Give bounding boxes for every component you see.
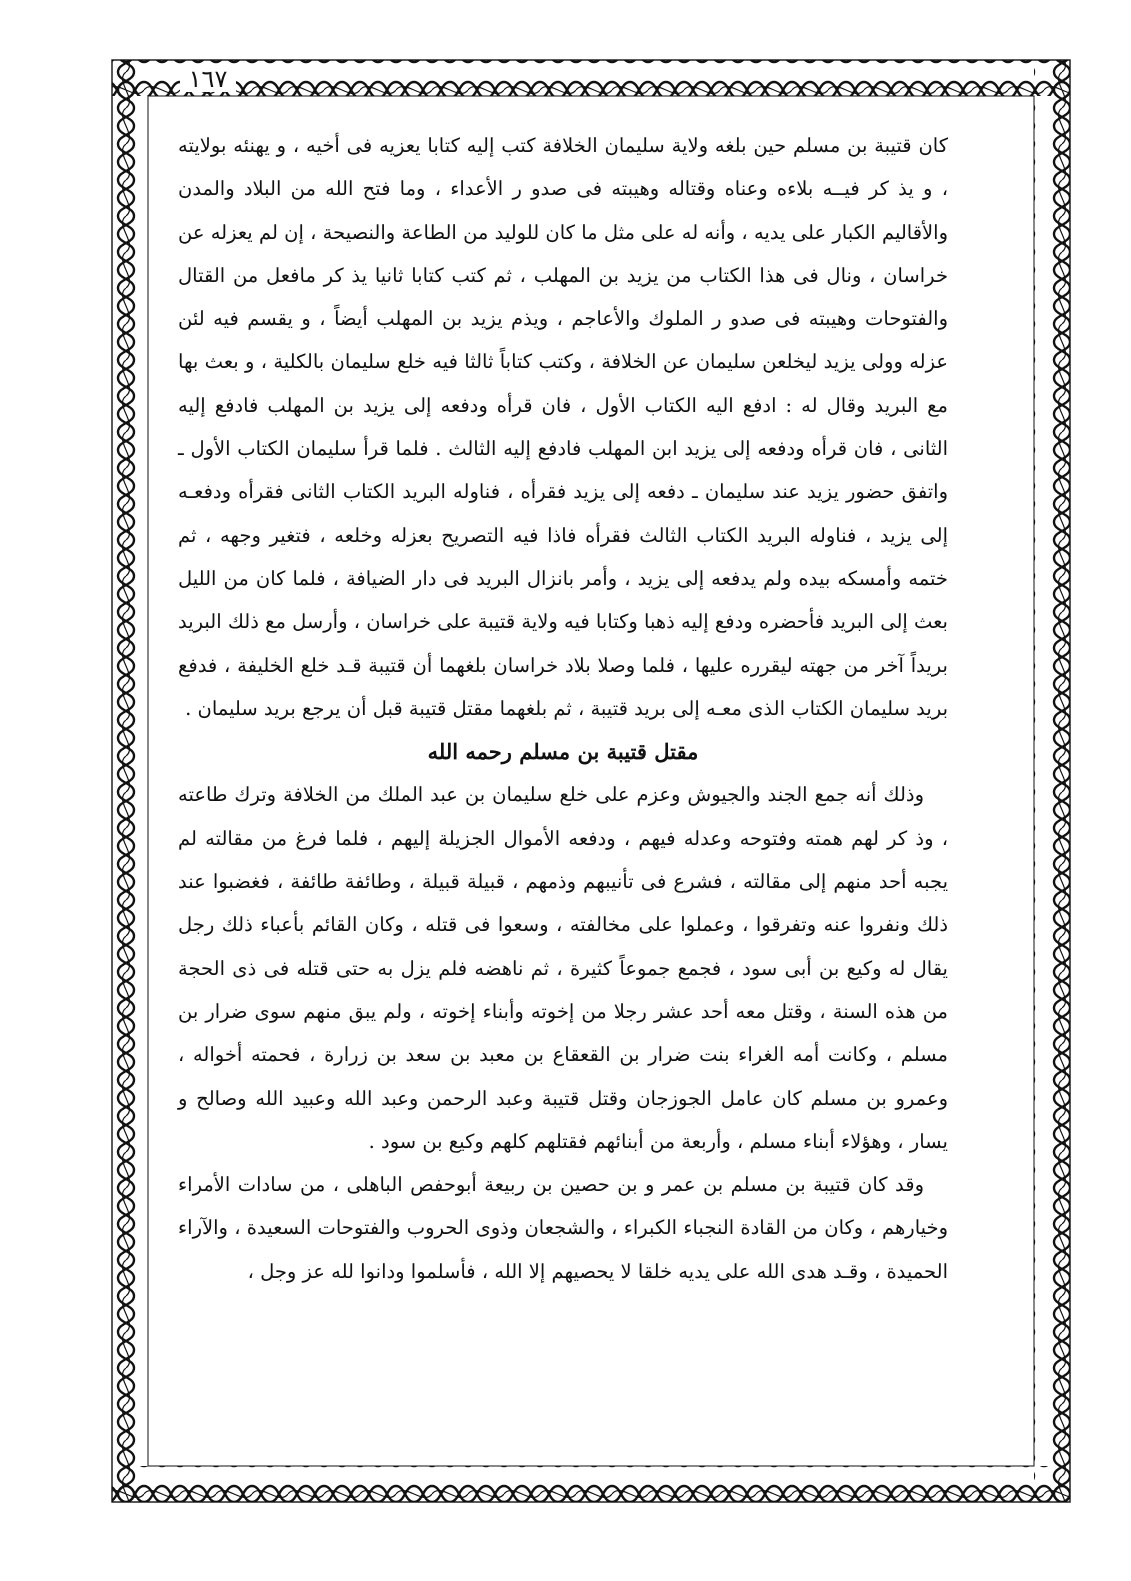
main-text <box>178 124 948 1293</box>
section-heading: مقتل قتيبة بن مسلم رحمه الله <box>427 739 699 765</box>
paragraph-2: وذلك أنه جمع الجند والجيوش وعزم على خلع سليمان بن عبد الملك من الخلافة وترك طاعته ، وذ كر لهم همته وفتوحه وعدله فيهم ، ودفعه الأموال الجزيلة إليهم ، فلما فرغ من مقالته لم يجبه أحد منهم إلى مقالته ، فشرع فى تأنيبهم وذمهم ، قبيلة قبيلة ، وطائفة طائفة ، فغضبوا عند ذلك ونفروا عنه وتفرقوا ، وعملوا على مخالفته ، وسعوا فى قتله ، وكان القائم بأعباء ذلك رجل يقال له وكيع بن أبى سود ، فجمع جموعاً كثيرة ، ثم ناهضه فلم يزل به حتى قتله فى ذى الحجة من هذه السنة ، وقتل معه أحد عشر رجلا من إخوته وأبناء إخوته ، ولم يبق منهم سوى ضرار بن مسلم ، وكانت أمه الغراء بنت ضرار بن القعقاع بن معبد بن سعد بن زرارة ، فحمته أخواله ، وعمرو بن مسلم كان عامل الجوزجان وقتل قتيبة وعبد الرحمن وعبد الله وعبيد الله وصالح و يسار ، وهؤلاء أبناء مسلم ، وأربعة من أبنائهم فقتلهم كلهم وكيع بن سود . <box>178 783 948 1153</box>
page-number: ١٦٧ <box>180 66 236 92</box>
paragraph-3: وقد كان قتيبة بن مسلم بن عمر و بن حصين بن ربيعة أبوحفص الباهلى ، من سادات الأمراء وخيارهم ، وكان من القادة النجباء الكبراء ، والشجعان وذوى الحروب والفتوحات السعيدة ، والآراء الحميدة ، وقـد هدى الله على يديه خلقا لا يحصيهم إلا الله ، فأسلموا ودانوا لله عز وجل ، <box>178 1173 948 1283</box>
paragraph-1: كان قتيبة بن مسلم حين بلغه ولاية سليمان الخلافة كتب إليه كتابا يعزيه فى أخيه ، و يهنئه بولايته ، و يذ كر فيــه بلاءه وعناه وقتاله وهيبته فى صدو ر الأعداء ، وما فتح الله من البلاد والمدن والأقاليم الكبار على يديه ، وأنه له على مثل ما كان للوليد من الطاعة والنصيحة ، إن لم يعزله عن خراسان ، ونال فى هذا الكتاب من يزيد بن المهلب ، ثم كتب كتابا ثانيا يذ كر مافعل من القتال والفتوحات وهيبته فى صدو ر الملوك والأعاجم ، ويذم يزيد بن المهلب أيضاً ، و يقسم فيه لئن عزله وولى يزيد ليخلعن سليمان عن الخلافة ، وكتب كتاباً ثالثا فيه خلع سليمان بالكلية ، و بعث بها مع البريد وقال له : ادفع اليه الكتاب الأول ، فان قرأه ودفعه إلى يزيد بن المهلب فادفع إليه الثانى ، فان قرأه ودفعه إلى يزيد ابن المهلب فادفع إليه الثالث . فلما قرأ سليمان الكتاب الأول ـ واتفق حضور يزيد عند سليمان ـ دفعه إلى يزيد فقرأه ، فناوله البريد الكتاب الثانى فقرأه ودفعـه إلى يزيد ، فناوله البريد الكتاب الثالث فقرأه فاذا فيه التصريح بعزله وخلعه ، فتغير وجهه ، ثم ختمه وأمسكه بيده ولم يدفعه إلى يزيد ، وأمر بانزال البريد فى دار الضيافة ، فلما كان من الليل بعث إلى البريد فأحضره ودفع إليه ذهبا وكتابا فيه ولاية قتيبة على خراسان ، وأرسل مع ذلك البريد بريداً آخر من جهته ليقرره عليها ، فلما وصلا بلاد خراسان بلغهما أن قتيبة قـد خلع الخليفة ، فدفع بريد سليمان الكتاب الذى معـه إلى بريد قتيبة ، ثم بلغهما مقتل قتيبة قبل أن يرجع بريد سليمان . <box>178 134 948 720</box>
